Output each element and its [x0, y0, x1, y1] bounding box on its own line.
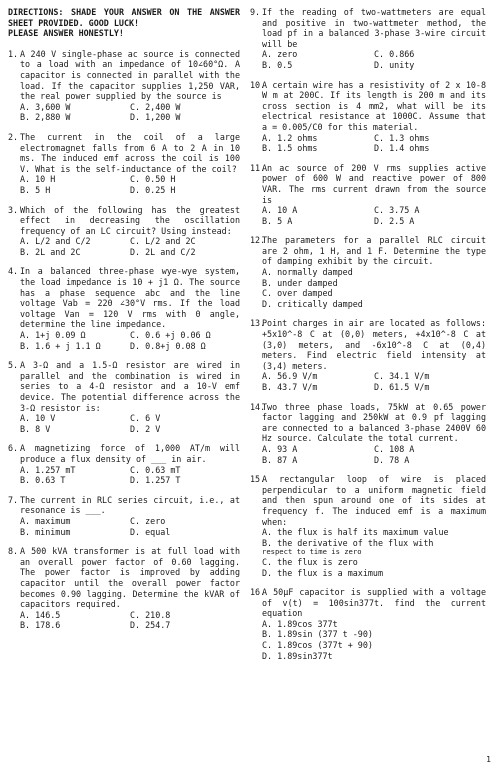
- question-number: 6.: [8, 443, 19, 454]
- question-text: A rectangular loop of wire is placed perpendicular to a uniform magnetic field and then spun around one of its sides at frequency f. The induced emf is a maximum when:: [262, 474, 486, 527]
- answer-option: A. 1.257 mT: [20, 464, 76, 475]
- answer-options: [8, 413, 240, 434]
- answer-option: C. L/2 and 2C: [130, 236, 196, 247]
- question-item: [8, 495, 240, 537]
- answer-option: C. 1.89cos (377t + 90): [262, 640, 373, 651]
- answer-option: C. 0.50 H: [130, 174, 176, 185]
- question-text: The current in RLC series circuit, i.e., at resonance is ___.: [20, 494, 240, 516]
- question-item: [8, 443, 240, 485]
- answer-option: A. 146.5: [20, 609, 61, 620]
- answer-option: B. 1.5 ohms: [262, 143, 318, 154]
- answer-option: B. 5 A: [262, 215, 293, 226]
- question-number: 7.: [8, 494, 19, 505]
- question-item: [8, 205, 240, 258]
- question-number: 9.: [250, 7, 261, 17]
- answer-option: A. 93 A: [262, 443, 298, 454]
- answer-options: [8, 236, 240, 257]
- answer-options: [250, 371, 486, 392]
- answer-option: C. 3.75 A: [374, 205, 420, 216]
- answer-option: C. 1.3 ohms: [374, 132, 430, 143]
- question-number: 11.: [250, 162, 266, 173]
- question-text: Which of the following has the greatest effect in decreasing the oscillation frequency of an LC circuit? Using instead:: [20, 204, 240, 236]
- question-number: 8.: [8, 546, 19, 557]
- question-text: A certain wire has a resistivity of 2 x 10-8 W m at 200C. If its length is 200 m and its cross section is 4 mm2, what will be its electrical resistance at 1000C. Assume that a = 0.005/C0 for this material.: [262, 79, 486, 132]
- question-text: A 240 V single-phase ac source is connected to a load with an impedance of 10∠60°Ω. A capacitor is connected in parallel with the load. If the capacitor supplies 1,250 VAR, the real power supplied by the source is: [20, 48, 240, 102]
- answer-option: A. 10 V: [20, 413, 56, 424]
- left-question-list: [8, 49, 240, 631]
- question-item: [250, 80, 486, 154]
- answer-option: D. 61.5 V/m: [374, 382, 430, 392]
- answer-option: D. unity: [374, 59, 415, 70]
- question-number: 14.: [250, 401, 266, 412]
- question-number: 4.: [8, 266, 19, 277]
- answer-options: [8, 516, 240, 537]
- answer-option: A. 10 A: [262, 205, 298, 216]
- question-item: [8, 266, 240, 351]
- answer-option: C. 0.63 mT: [130, 464, 181, 475]
- answer-option: C. 0.6 +j 0.06 Ω: [130, 330, 211, 341]
- question-number: 1.: [8, 48, 19, 59]
- answer-options: [8, 174, 240, 195]
- answer-options: [250, 619, 486, 661]
- answer-option: D. the flux is a maximum: [262, 567, 384, 578]
- answer-options: [8, 610, 240, 631]
- question-item: [250, 7, 486, 71]
- answer-option: D. 1,200 W: [130, 112, 181, 123]
- answer-options: [250, 49, 486, 70]
- answer-option: D. 254.7: [130, 620, 171, 631]
- question-number: 2.: [8, 131, 19, 142]
- answer-option: C. 6 V: [130, 413, 161, 424]
- answer-option: B. 8 V: [20, 423, 51, 434]
- answer-option: respect to time is zero: [262, 548, 362, 557]
- question-item: [8, 546, 240, 631]
- answer-option: C. 34.1 V/m: [374, 371, 430, 382]
- answer-option: D. equal: [130, 526, 171, 537]
- question-item: [8, 360, 240, 434]
- page-number: 1: [486, 755, 491, 765]
- answer-option: D. 2L and C/2: [130, 246, 196, 257]
- answer-option: A. L/2 and C/2: [20, 236, 91, 247]
- question-number: 15.: [250, 474, 266, 485]
- question-item: [250, 235, 486, 309]
- question-item: [250, 318, 486, 392]
- answer-option: B. 2,880 W: [20, 112, 71, 123]
- answer-option: B. 43.7 V/m: [262, 382, 318, 392]
- answer-option: B. 2L and 2C: [20, 246, 81, 257]
- answer-option: B. minimum: [20, 526, 71, 537]
- answer-option: C. 2,400 W: [130, 101, 181, 112]
- question-text: Two three phase loads, 75kW at 0.65 power factor lagging and 250kW at 0.9 pf lagging are connected to a balanced 3-phase 2400V 60 Hz source. Calculate the total current.: [262, 401, 486, 444]
- right-column: [250, 7, 486, 670]
- answer-options: [250, 133, 486, 154]
- answer-option: A. 10 H: [20, 174, 56, 185]
- answer-options: [250, 205, 486, 226]
- question-text: A magnetizing force of 1,000 AT/m will produce a flux density of ___ in air.: [20, 443, 240, 464]
- answer-option: A. 3,600 W: [20, 101, 71, 112]
- question-item: [250, 474, 486, 578]
- answer-option: B. 0.5: [262, 59, 293, 70]
- question-text: Point charges in air are located as follows: +5x10^-8 C at (0,0) meters, +4x10^-8 C at (3,0) meters, and -6x10^-8 C at (0,4) meters. Find electric field intensity at (3,4) meters.: [262, 318, 486, 371]
- question-text: A 3-Ω and a 1.5-Ω resistor are wired in parallel and the combination is wired in series to a 4-Ω resistor and a 10-V emf device. The potential difference across the 3-Ω resistor is:: [20, 360, 240, 413]
- answer-option: D. 2.5 A: [374, 215, 415, 226]
- answer-option: B. 0.63 T: [20, 475, 66, 486]
- answer-options: [8, 102, 240, 123]
- question-item: [8, 132, 240, 196]
- answer-option: B. 1.89sin (377 t -90): [262, 629, 373, 640]
- answer-option: A. 1.89cos 377t: [262, 618, 338, 629]
- question-number: 16.: [250, 587, 266, 598]
- question-text: The current in the coil of a large electromagnet falls from 6 A to 2 A in 10 ms. The induced emf across the coil is 100 V. What is the self-inductance of the coil?: [20, 131, 240, 174]
- honesty-note: PLEASE ANSWER HONESTLY!: [8, 28, 124, 39]
- answer-option: D. 78 A: [374, 454, 410, 465]
- answer-option: C. zero: [130, 515, 166, 526]
- answer-option: D. 1.4 ohms: [374, 143, 430, 154]
- question-text: If the reading of two-wattmeters are equal and positive in two-wattmeter method, the load pf in a balanced 3-phase 3-wire circuit will be: [262, 7, 486, 49]
- answer-option: A. 1.2 ohms: [262, 132, 318, 143]
- answer-option: C. over damped: [262, 288, 333, 299]
- question-number: 10.: [250, 79, 266, 90]
- answer-options: [250, 267, 486, 309]
- answer-option: B. 5 H: [20, 184, 51, 195]
- answer-option: A. zero: [262, 49, 298, 60]
- directions-text: DIRECTIONS: SHADE YOUR ANSWER ON THE ANSWER SHEET PROVIDED. GOOD LUCK!: [8, 7, 240, 28]
- answer-option: A. maximum: [20, 515, 71, 526]
- answer-option: B. 87 A: [262, 454, 298, 465]
- answer-option: D. critically damped: [262, 298, 363, 309]
- question-text: An ac source of 200 V rms supplies active power of 600 W and reactive power of 800 VAR. The rms current drawn from the source is: [262, 162, 486, 205]
- answer-option: B. under damped: [262, 277, 338, 288]
- question-number: 3.: [8, 204, 19, 215]
- question-text: In a balanced three-phase wye-wye system, the load impedance is 10 + j1 Ω. The source has a phase sequence abc and the line voltage Vab = 220 ∠30°V rms. If the load voltage Van = 120 V rms with 0 angle, determine the line impedance.: [20, 266, 240, 330]
- question-item: [8, 49, 240, 123]
- answer-option: B. the derivative of the flux with: [262, 537, 434, 548]
- question-item: [250, 402, 486, 466]
- answer-option: A. the flux is half its maximum value: [262, 527, 449, 538]
- answer-option: B. 178.6: [20, 620, 61, 631]
- right-question-list: [250, 7, 486, 661]
- answer-option: A. 56.9 V/m: [262, 371, 318, 382]
- question-text: The parameters for a parallel RLC circuit are 2 ohm, 1 H, and 1 F. Determine the type of damping exhibit by the circuit.: [262, 235, 486, 267]
- answer-option: D. 1.89sin377t: [262, 650, 333, 661]
- answer-option: A. normally damped: [262, 267, 353, 278]
- exam-header: [8, 7, 240, 39]
- answer-option: D. 2 V: [130, 423, 161, 434]
- answer-options: [250, 527, 486, 578]
- answer-option: C. the flux is zero: [262, 556, 358, 567]
- answer-options: [8, 465, 240, 486]
- answer-option: D. 0.25 H: [130, 184, 176, 195]
- answer-options: [250, 444, 486, 465]
- answer-options: [8, 330, 240, 351]
- question-text: A 50µF capacitor is supplied with a voltage of v(t) = 100sin377t. find the current equation: [262, 587, 486, 619]
- answer-option: B. 1.6 + j 1.1 Ω: [20, 340, 101, 351]
- left-column: [8, 7, 240, 640]
- question-item: [250, 163, 486, 227]
- question-number: 13.: [250, 318, 266, 329]
- answer-option: C. 210.8: [130, 609, 171, 620]
- question-number: 12.: [250, 235, 266, 246]
- answer-option: A. 1+j 0.09 Ω: [20, 330, 86, 341]
- answer-option: C. 0.866: [374, 49, 415, 60]
- question-number: 5.: [8, 360, 19, 371]
- answer-option: D. 0.8+j 0.08 Ω: [130, 340, 206, 351]
- question-text: A 500 kVA transformer is at full load with an overall power factor of 0.60 lagging. The power factor is improved by adding capacitor until the overall power factor becomes 0.90 lagging. Determine the kVAR of capacitors required.: [20, 546, 240, 610]
- question-item: [250, 587, 486, 661]
- answer-option: D. 1.257 T: [130, 475, 181, 486]
- answer-option: C. 108 A: [374, 443, 415, 454]
